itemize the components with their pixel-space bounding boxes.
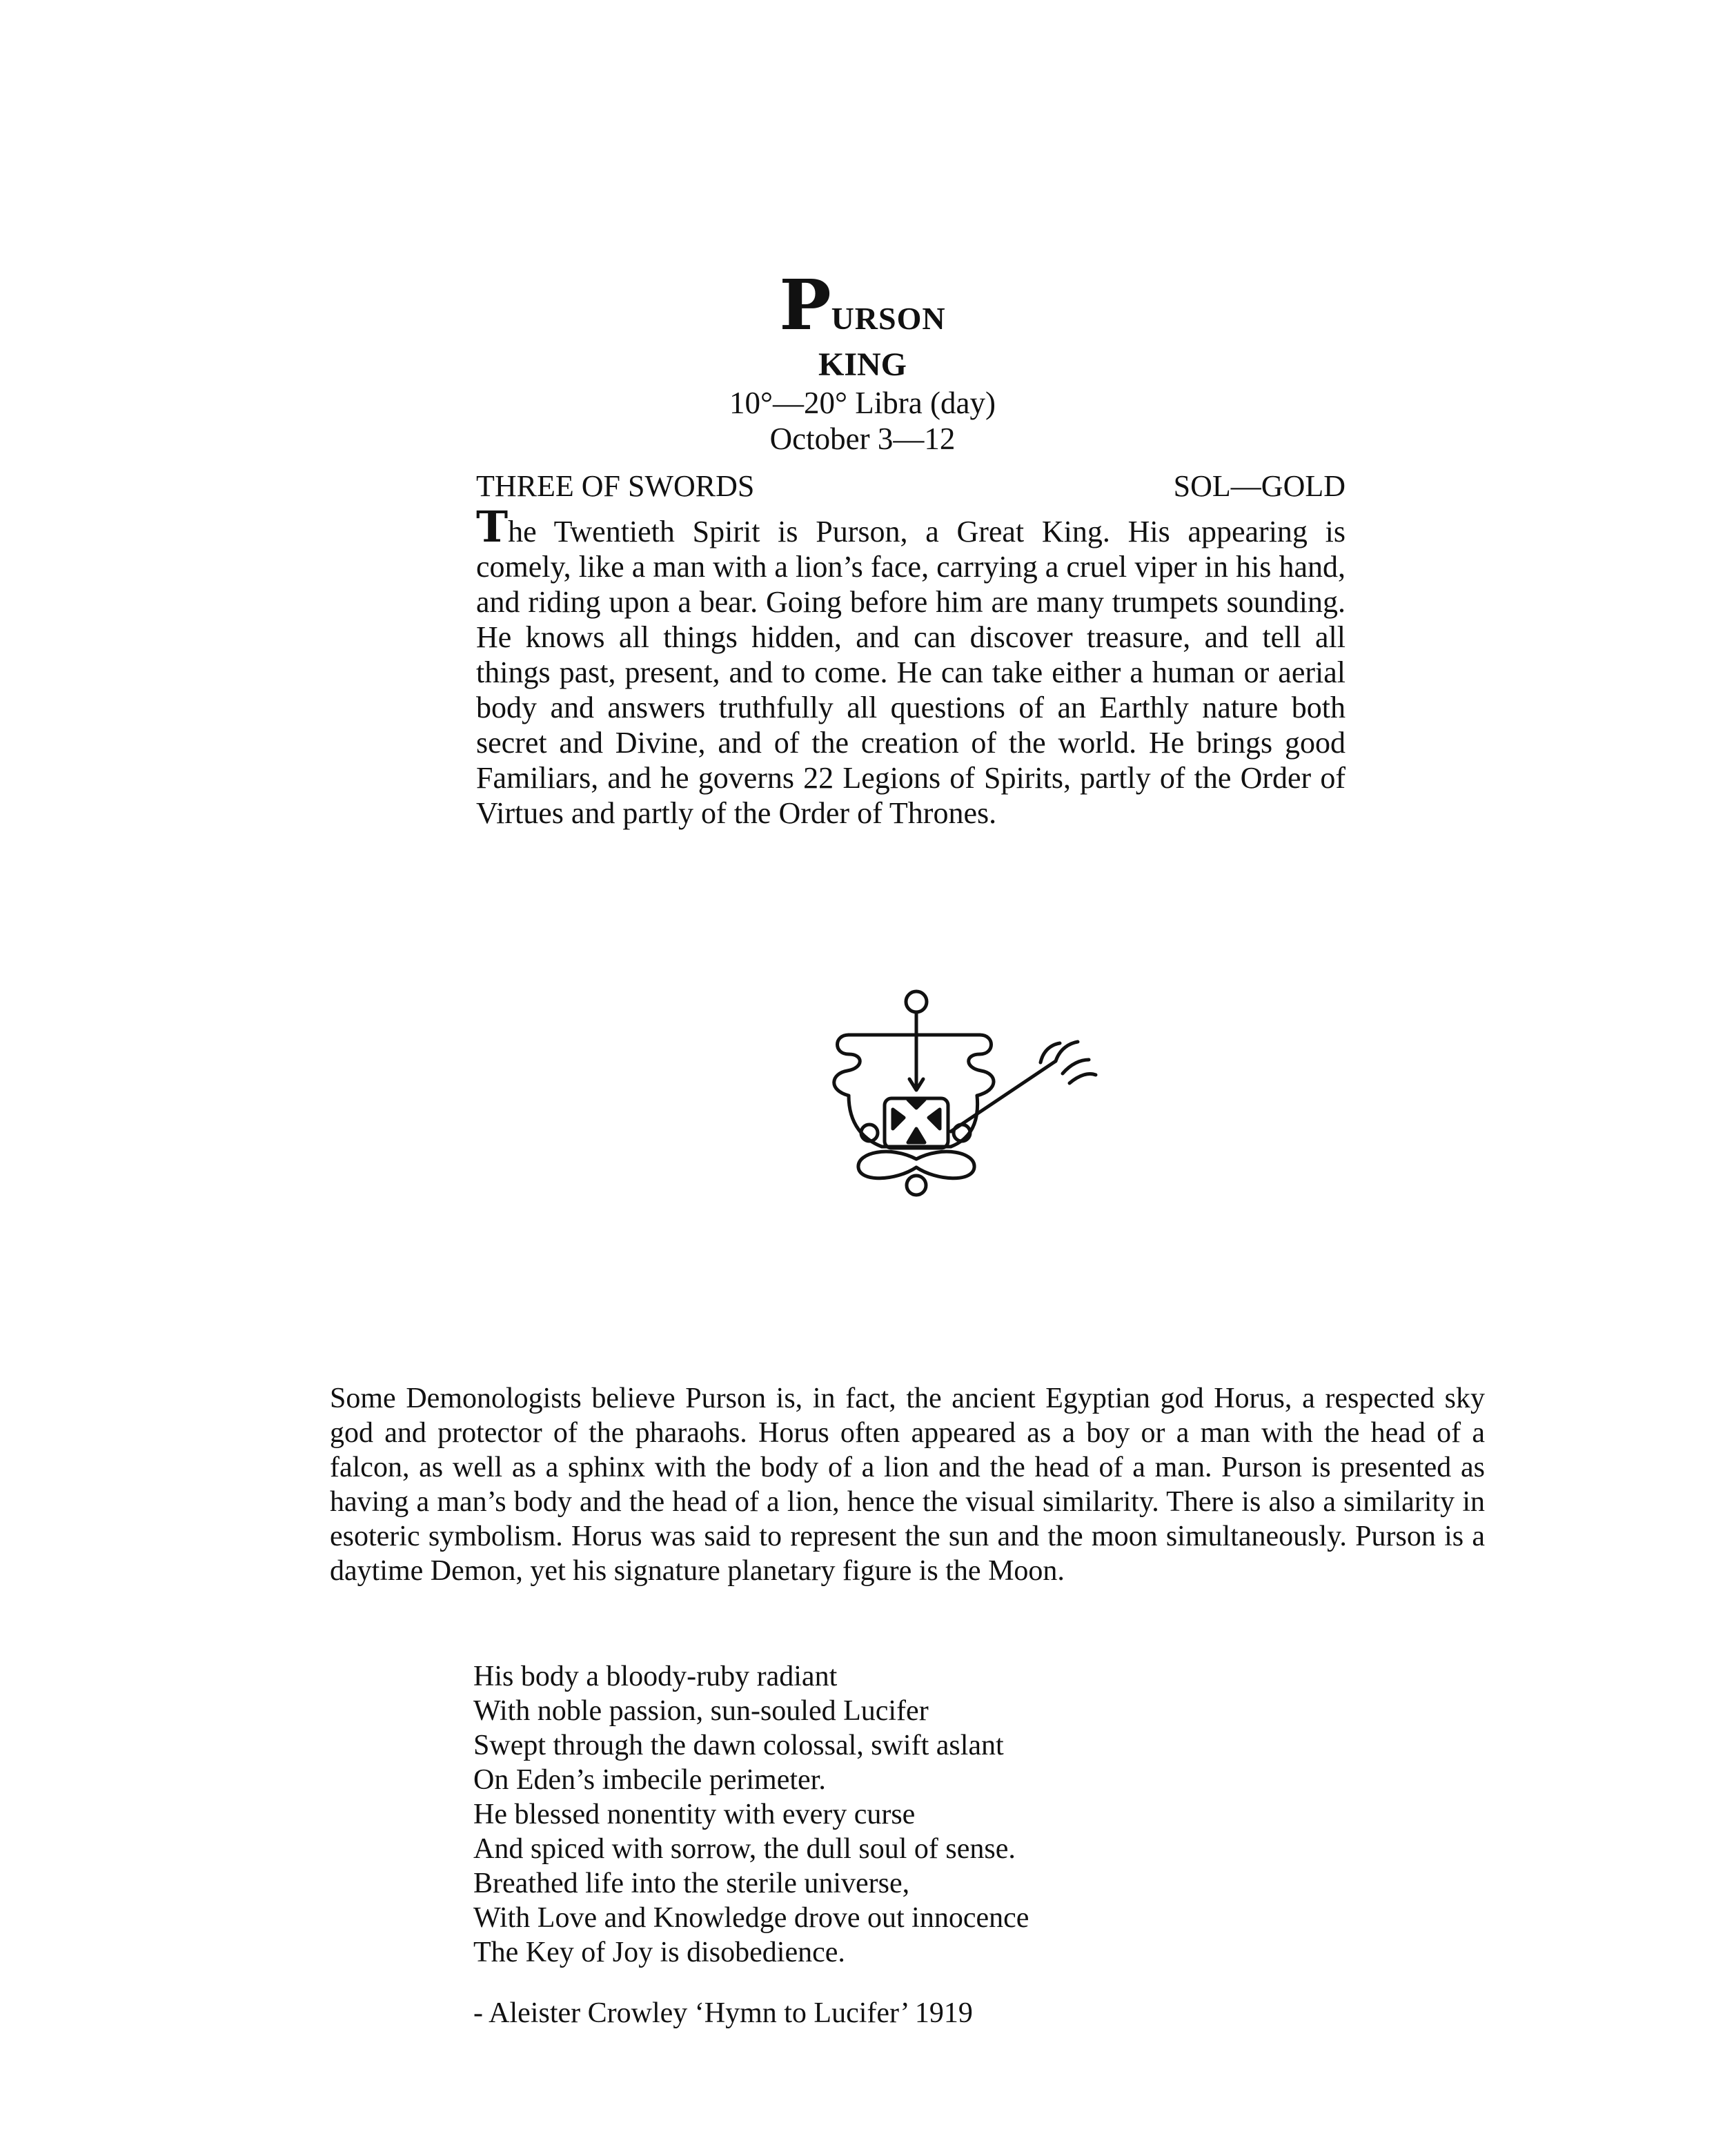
poem-line: His body a bloody-ruby radiant bbox=[473, 1661, 838, 1692]
poem-line: With noble passion, sun-souled Lucifer bbox=[473, 1695, 929, 1727]
purson-sigil-icon bbox=[821, 987, 1118, 1207]
tarot-card: THREE OF SWORDS bbox=[476, 469, 755, 503]
correspondence-row bbox=[476, 466, 1346, 507]
poem-line: With Love and Knowledge drove out innocence bbox=[473, 1902, 1029, 1934]
rank-heading: KING bbox=[818, 346, 907, 383]
description-body: he Twentieth Spirit is Purson, a Great King. His appearing is comely, like a man with a lion’s face, carrying a cruel viper in his hand, and riding upon a bear. Going before him are many trumpets sounding. He knows all things hidden, and can discover treasure, and tell all things past, present, and to come. He can take either a human or aerial body and answers truthfully all questions of an Earthly nature both secret and Divine, and of the creation of the world. He brings good Familiars, and he governs 22 Legions of Spirits, partly of the Order of Virtues and partly of the Order of Thrones. bbox=[476, 515, 1346, 830]
poem-line: On Eden’s imbecile perimeter. bbox=[473, 1764, 826, 1796]
description-dropcap: T bbox=[476, 502, 509, 552]
poem-attribution: - Aleister Crowley ‘Hymn to Lucifer’ 1919 bbox=[473, 1997, 973, 2029]
date-range: October 3—12 bbox=[769, 422, 956, 456]
poem-line: The Key of Joy is disobedience. bbox=[473, 1937, 845, 1968]
commentary-paragraph: Some Demonologists believe Purson is, in fact, the ancient Egyptian god Horus, a respected sky god and protector of the pharaohs. Horus often appeared as a boy or a man with the head of a falcon, as well as a sphinx with the body of a lion and the head of a man. Purson is presented as having a man’s body and the head of a lion, hence the visual similarity. There is also a similarity in esoteric symbolism. Horus was said to represent the sun and the moon simultaneously. Purson is a daytime Demon, yet his signature planetary figure is the Moon. bbox=[330, 1383, 1485, 1587]
poem-line: Breathed life into the sterile universe, bbox=[473, 1868, 910, 1899]
title-initial: P bbox=[779, 264, 831, 346]
poem-line: And spiced with sorrow, the dull soul of sense. bbox=[473, 1833, 1016, 1865]
planet-metal: SOL—GOLD bbox=[1173, 469, 1346, 503]
title-rest: URSON bbox=[831, 301, 946, 336]
poem-line: He blessed nonentity with every curse bbox=[473, 1799, 916, 1830]
poem bbox=[473, 1659, 1232, 1970]
goetia-description bbox=[476, 502, 1346, 831]
poem-line: Swept through the dawn colossal, swift aslant bbox=[473, 1730, 1004, 1761]
zodiac-degrees: 10°—20° Libra (day) bbox=[729, 386, 996, 420]
